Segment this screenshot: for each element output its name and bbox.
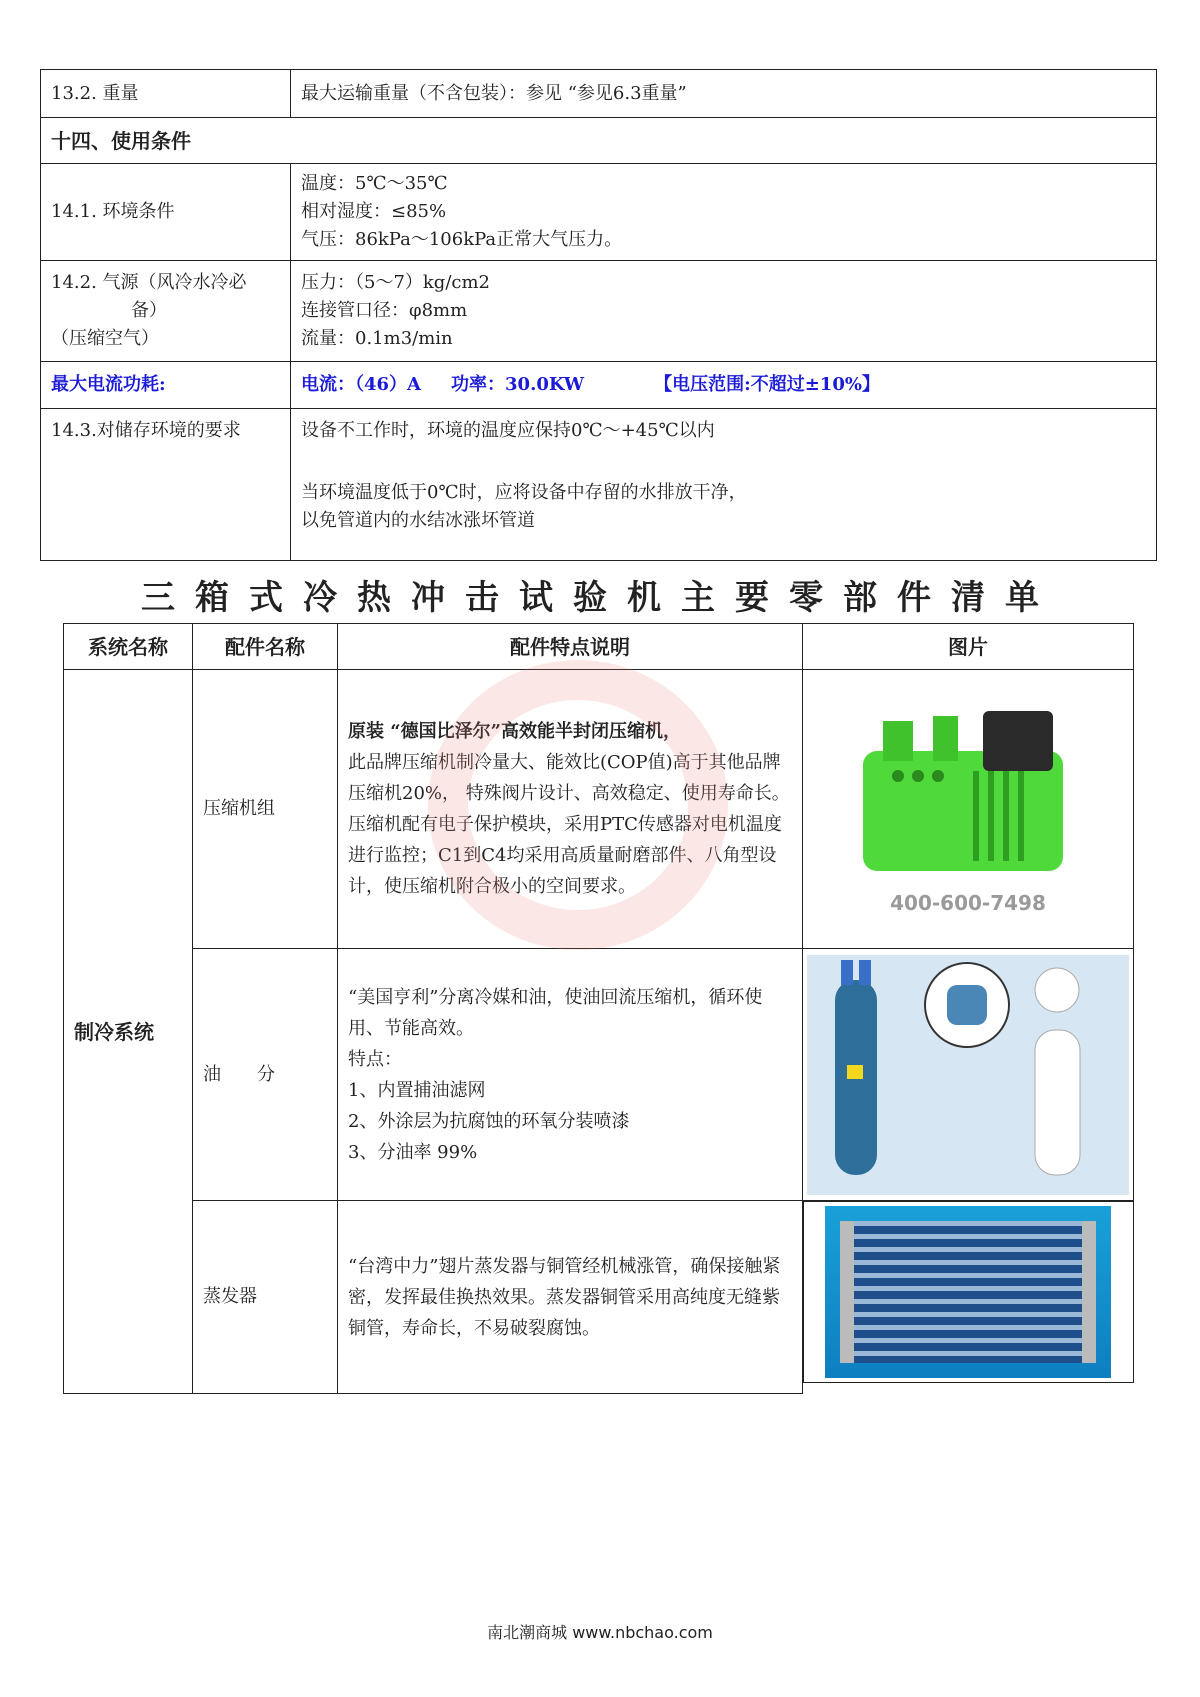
line: 流量：0.1m3/min [301, 328, 453, 349]
header-part: 配件名称 [193, 624, 338, 670]
line: 设备不工作时，环境的温度应保持0℃～+45℃以内 [301, 420, 715, 441]
current: 电流：（46）A [301, 374, 422, 395]
line: 以免管道内的水结冰涨坏管道 [301, 510, 535, 531]
value: 最大运输重量（不含包装）：参见 “参见6.3重量” [291, 70, 1157, 118]
line: 3、分油率 99% [348, 1141, 478, 1163]
oil-separator-image [807, 955, 1129, 1195]
watermark-phone: 400-600-7498 [890, 891, 1046, 915]
system-name: 制冷系统 [64, 670, 193, 1394]
header-system: 系统名称 [64, 624, 193, 670]
power: 功率：30.0KW [451, 374, 585, 395]
parts-table [63, 623, 1134, 1394]
value [291, 261, 1157, 362]
line: 压力：（5～7）kg/cm2 [301, 272, 490, 293]
label: 14.1. 环境条件 [41, 164, 291, 261]
label: 14.3.对储存环境的要求 [41, 409, 291, 561]
part-desc [338, 670, 803, 949]
line: 备） [131, 300, 167, 321]
voltage: 【电压范围:不超过±10%】 [654, 374, 880, 395]
line: 连接管口径：φ8mm [301, 300, 468, 321]
footer: 南北潮商城 www.nbchao.com [487, 1623, 713, 1642]
compressor-image [813, 701, 1123, 917]
line: （压缩空气） [51, 328, 159, 349]
line: 气压：86kPa～106kPa正常大气压力。 [301, 229, 623, 250]
evaporator-image [825, 1206, 1111, 1378]
oil-separator-image-cell [803, 949, 1134, 1201]
value [291, 362, 1157, 409]
line: 14.2. 气源（风冷水冷必 [51, 272, 247, 293]
part-desc [338, 949, 803, 1201]
desc: 此品牌压缩机制冷量大、能效比(COP值)高于其他品牌压缩机20%， 特殊阀片设计、高效稳定、使用寿命长。压缩机配有电子保护模块，采用PTC传感器对电机温度进行监控；C1到C4均采用高质量耐磨部件、八角型设计，使压缩机附合极小的空间要求。 [348, 752, 790, 897]
value [291, 409, 1157, 561]
line: “美国亨利”分离冷媒和油，使油回流压缩机，循环使用、节能高效。 [348, 986, 763, 1039]
part-name: 蒸发器 [193, 1201, 338, 1394]
section-heading: 十四、使用条件 [41, 118, 1157, 164]
line: 1、内置捕油滤网 [348, 1079, 486, 1101]
spec-table [40, 69, 1157, 561]
label [41, 261, 291, 362]
line: 温度：5℃～35℃ [301, 173, 448, 194]
line: 2、外涂层为抗腐蚀的环氧分装喷漆 [348, 1110, 630, 1132]
label: 最大电流功耗: [41, 362, 291, 409]
evaporator-image-cell [803, 1201, 1134, 1383]
header-image: 图片 [803, 624, 1134, 670]
parts-list-title: 三箱式冷热冲击试验机主要零部件清单 [141, 578, 1059, 618]
line: 当环境温度低于0℃时，应将设备中存留的水排放干净， [301, 482, 747, 503]
part-desc: “台湾中力”翅片蒸发器与铜管经机械涨管，确保接触紧密，发挥最佳换热效果。蒸发器铜管采用高纯度无缝紫铜管，寿命长，不易破裂腐蚀。 [338, 1201, 803, 1394]
label: 13.2. 重量 [41, 70, 291, 118]
part-name: 油 分 [193, 949, 338, 1201]
part-name: 压缩机组 [193, 670, 338, 949]
value [291, 164, 1157, 261]
compressor-image-cell [803, 670, 1134, 949]
line: 特点： [348, 1048, 402, 1070]
desc-bold: 原装 “德国比泽尔”高效能半封闭压缩机， [348, 721, 681, 742]
line: 相对湿度：≤85% [301, 201, 447, 222]
header-desc: 配件特点说明 [338, 624, 803, 670]
